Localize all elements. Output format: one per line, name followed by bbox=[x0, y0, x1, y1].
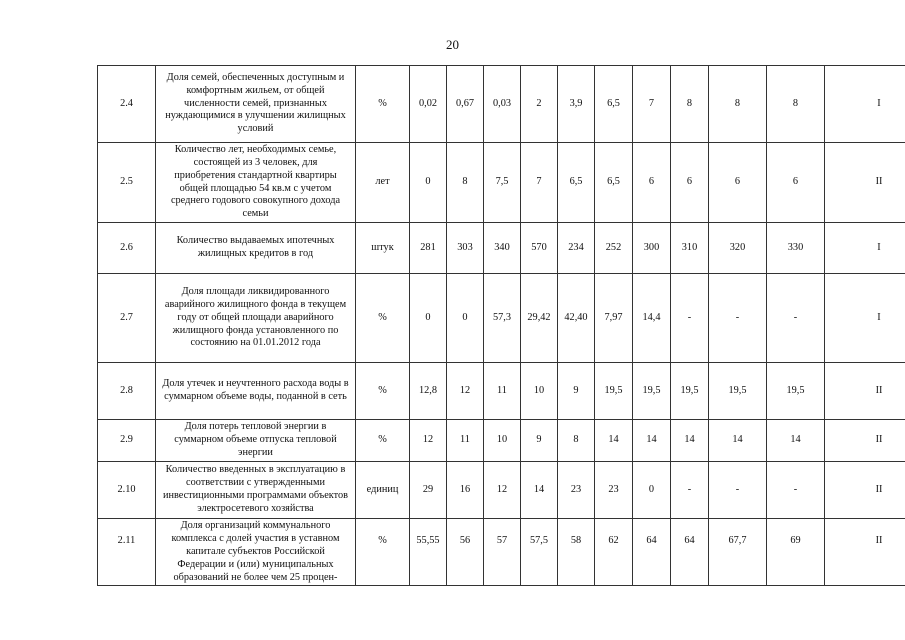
value-cell: 14,4 bbox=[633, 274, 671, 363]
category-cell: II bbox=[825, 519, 905, 586]
table-row bbox=[98, 363, 905, 420]
table-row bbox=[98, 274, 905, 363]
category-cell: I bbox=[825, 274, 905, 363]
value-cell: 23 bbox=[558, 462, 595, 519]
indicator-name-cell: Доля площади ликвидированного аварийного жилищного фонда в текущем году от общей площади аварийного жилищного фонда установленного по состоянию на 01.01.2012 года bbox=[156, 274, 356, 363]
table-row bbox=[98, 420, 905, 462]
row-number-cell: 2.7 bbox=[98, 274, 156, 363]
value-cell: 14 bbox=[767, 420, 825, 462]
value-cell: 330 bbox=[767, 223, 825, 274]
value-cell: 62 bbox=[595, 519, 633, 586]
value-cell: 6,5 bbox=[595, 66, 633, 143]
value-cell: 29 bbox=[410, 462, 447, 519]
value-cell: 0,02 bbox=[410, 66, 447, 143]
value-cell: 19,5 bbox=[633, 363, 671, 420]
value-cell: 8 bbox=[767, 66, 825, 143]
value-cell: 14 bbox=[709, 420, 767, 462]
value-cell: 8 bbox=[558, 420, 595, 462]
value-cell: 6 bbox=[633, 143, 671, 223]
value-cell: - bbox=[671, 462, 709, 519]
value-cell: 6 bbox=[709, 143, 767, 223]
value-cell: 7 bbox=[633, 66, 671, 143]
value-cell: 2 bbox=[521, 66, 558, 143]
value-cell: 67,7 bbox=[709, 519, 767, 586]
indicator-name-cell: Количество введенных в эксплуатацию в соответствии с утвержденными инвестиционными программами объектов электросетевого хозяйства bbox=[156, 462, 356, 519]
value-cell: 64 bbox=[633, 519, 671, 586]
value-cell: 0,03 bbox=[484, 66, 521, 143]
value-cell: 14 bbox=[521, 462, 558, 519]
value-cell: 12 bbox=[484, 462, 521, 519]
value-cell: 252 bbox=[595, 223, 633, 274]
unit-cell: лет bbox=[356, 143, 410, 223]
value-cell: 10 bbox=[484, 420, 521, 462]
value-cell: 340 bbox=[484, 223, 521, 274]
value-cell: 303 bbox=[447, 223, 484, 274]
value-cell: 19,5 bbox=[709, 363, 767, 420]
value-cell: 12,8 bbox=[410, 363, 447, 420]
row-number-cell: 2.10 bbox=[98, 462, 156, 519]
value-cell: 58 bbox=[558, 519, 595, 586]
row-number-cell: 2.6 bbox=[98, 223, 156, 274]
value-cell: 42,40 bbox=[558, 274, 595, 363]
row-number-cell: 2.11 bbox=[98, 519, 156, 586]
value-cell: 300 bbox=[633, 223, 671, 274]
category-cell: II bbox=[825, 462, 905, 519]
value-cell: 9 bbox=[558, 363, 595, 420]
row-number-cell: 2.9 bbox=[98, 420, 156, 462]
value-cell: 64 bbox=[671, 519, 709, 586]
unit-cell: % bbox=[356, 363, 410, 420]
value-cell: 19,5 bbox=[767, 363, 825, 420]
value-cell: 6,5 bbox=[558, 143, 595, 223]
value-cell: 8 bbox=[447, 143, 484, 223]
value-cell: 0 bbox=[410, 274, 447, 363]
value-cell: 9 bbox=[521, 420, 558, 462]
value-cell: 10 bbox=[521, 363, 558, 420]
value-cell: 281 bbox=[410, 223, 447, 274]
value-cell: 19,5 bbox=[595, 363, 633, 420]
value-cell: 0,67 bbox=[447, 66, 484, 143]
value-cell: 6,5 bbox=[595, 143, 633, 223]
value-cell: 12 bbox=[410, 420, 447, 462]
value-cell: 19,5 bbox=[671, 363, 709, 420]
unit-cell: % bbox=[356, 420, 410, 462]
table-row bbox=[98, 143, 905, 223]
indicators-table bbox=[97, 65, 905, 586]
value-cell: 57 bbox=[484, 519, 521, 586]
value-cell: 8 bbox=[709, 66, 767, 143]
value-cell: - bbox=[709, 274, 767, 363]
value-cell: - bbox=[767, 462, 825, 519]
category-cell: I bbox=[825, 66, 905, 143]
value-cell: 14 bbox=[671, 420, 709, 462]
category-cell: II bbox=[825, 363, 905, 420]
value-cell: 7,97 bbox=[595, 274, 633, 363]
value-cell: 3,9 bbox=[558, 66, 595, 143]
value-cell: 11 bbox=[447, 420, 484, 462]
value-cell: 6 bbox=[671, 143, 709, 223]
value-cell: 56 bbox=[447, 519, 484, 586]
table-row bbox=[98, 462, 905, 519]
indicator-name-cell: Количество выдаваемых ипотечных жилищных кредитов в год bbox=[156, 223, 356, 274]
value-cell: 6 bbox=[767, 143, 825, 223]
unit-cell: % bbox=[356, 66, 410, 143]
value-cell: 320 bbox=[709, 223, 767, 274]
page-number: 20 bbox=[446, 37, 459, 52]
value-cell: 0 bbox=[633, 462, 671, 519]
value-cell: 7,5 bbox=[484, 143, 521, 223]
value-cell: 0 bbox=[410, 143, 447, 223]
category-cell: I bbox=[825, 223, 905, 274]
value-cell: 57,3 bbox=[484, 274, 521, 363]
unit-cell: штук bbox=[356, 223, 410, 274]
indicator-name-cell: Доля организаций коммунального комплекса с долей участия в уставном капитале субъектов Российской Федерации и (или) муниципальных образований не более чем 25 процен- bbox=[156, 519, 356, 586]
unit-cell: единиц bbox=[356, 462, 410, 519]
value-cell: 11 bbox=[484, 363, 521, 420]
table-body bbox=[98, 66, 905, 586]
value-cell: 69 bbox=[767, 519, 825, 586]
unit-cell: % bbox=[356, 519, 410, 586]
row-number-cell: 2.5 bbox=[98, 143, 156, 223]
category-cell: II bbox=[825, 143, 905, 223]
value-cell: 14 bbox=[633, 420, 671, 462]
indicator-name-cell: Доля утечек и неучтенного расхода воды в суммарном объеме воды, поданной в сеть bbox=[156, 363, 356, 420]
value-cell: 57,5 bbox=[521, 519, 558, 586]
value-cell: 8 bbox=[671, 66, 709, 143]
value-cell: - bbox=[671, 274, 709, 363]
value-cell: 29,42 bbox=[521, 274, 558, 363]
value-cell: 14 bbox=[595, 420, 633, 462]
row-number-cell: 2.8 bbox=[98, 363, 156, 420]
value-cell: 55,55 bbox=[410, 519, 447, 586]
value-cell: 23 bbox=[595, 462, 633, 519]
category-cell: II bbox=[825, 420, 905, 462]
value-cell: - bbox=[709, 462, 767, 519]
table-row bbox=[98, 66, 905, 143]
row-number-cell: 2.4 bbox=[98, 66, 156, 143]
indicator-name-cell: Доля потерь тепловой энергии в суммарном объеме отпуска тепловой энергии bbox=[156, 420, 356, 462]
value-cell: 12 bbox=[447, 363, 484, 420]
table-row bbox=[98, 223, 905, 274]
value-cell: 234 bbox=[558, 223, 595, 274]
value-cell: 7 bbox=[521, 143, 558, 223]
unit-cell: % bbox=[356, 274, 410, 363]
value-cell: 570 bbox=[521, 223, 558, 274]
table-row bbox=[98, 519, 905, 586]
indicator-name-cell: Количество лет, необходимых семье, состоящей из 3 человек, для приобретения стандартной квартиры общей площадью 54 кв.м с учетом среднего годового совокупного дохода семьи bbox=[156, 143, 356, 223]
value-cell: 16 bbox=[447, 462, 484, 519]
value-cell: 0 bbox=[447, 274, 484, 363]
value-cell: 310 bbox=[671, 223, 709, 274]
indicator-name-cell: Доля семей, обеспеченных доступным и комфортным жильем, от общей численности семей, признанных нуждающимися в улучшении жилищных условий bbox=[156, 66, 356, 143]
value-cell: - bbox=[767, 274, 825, 363]
